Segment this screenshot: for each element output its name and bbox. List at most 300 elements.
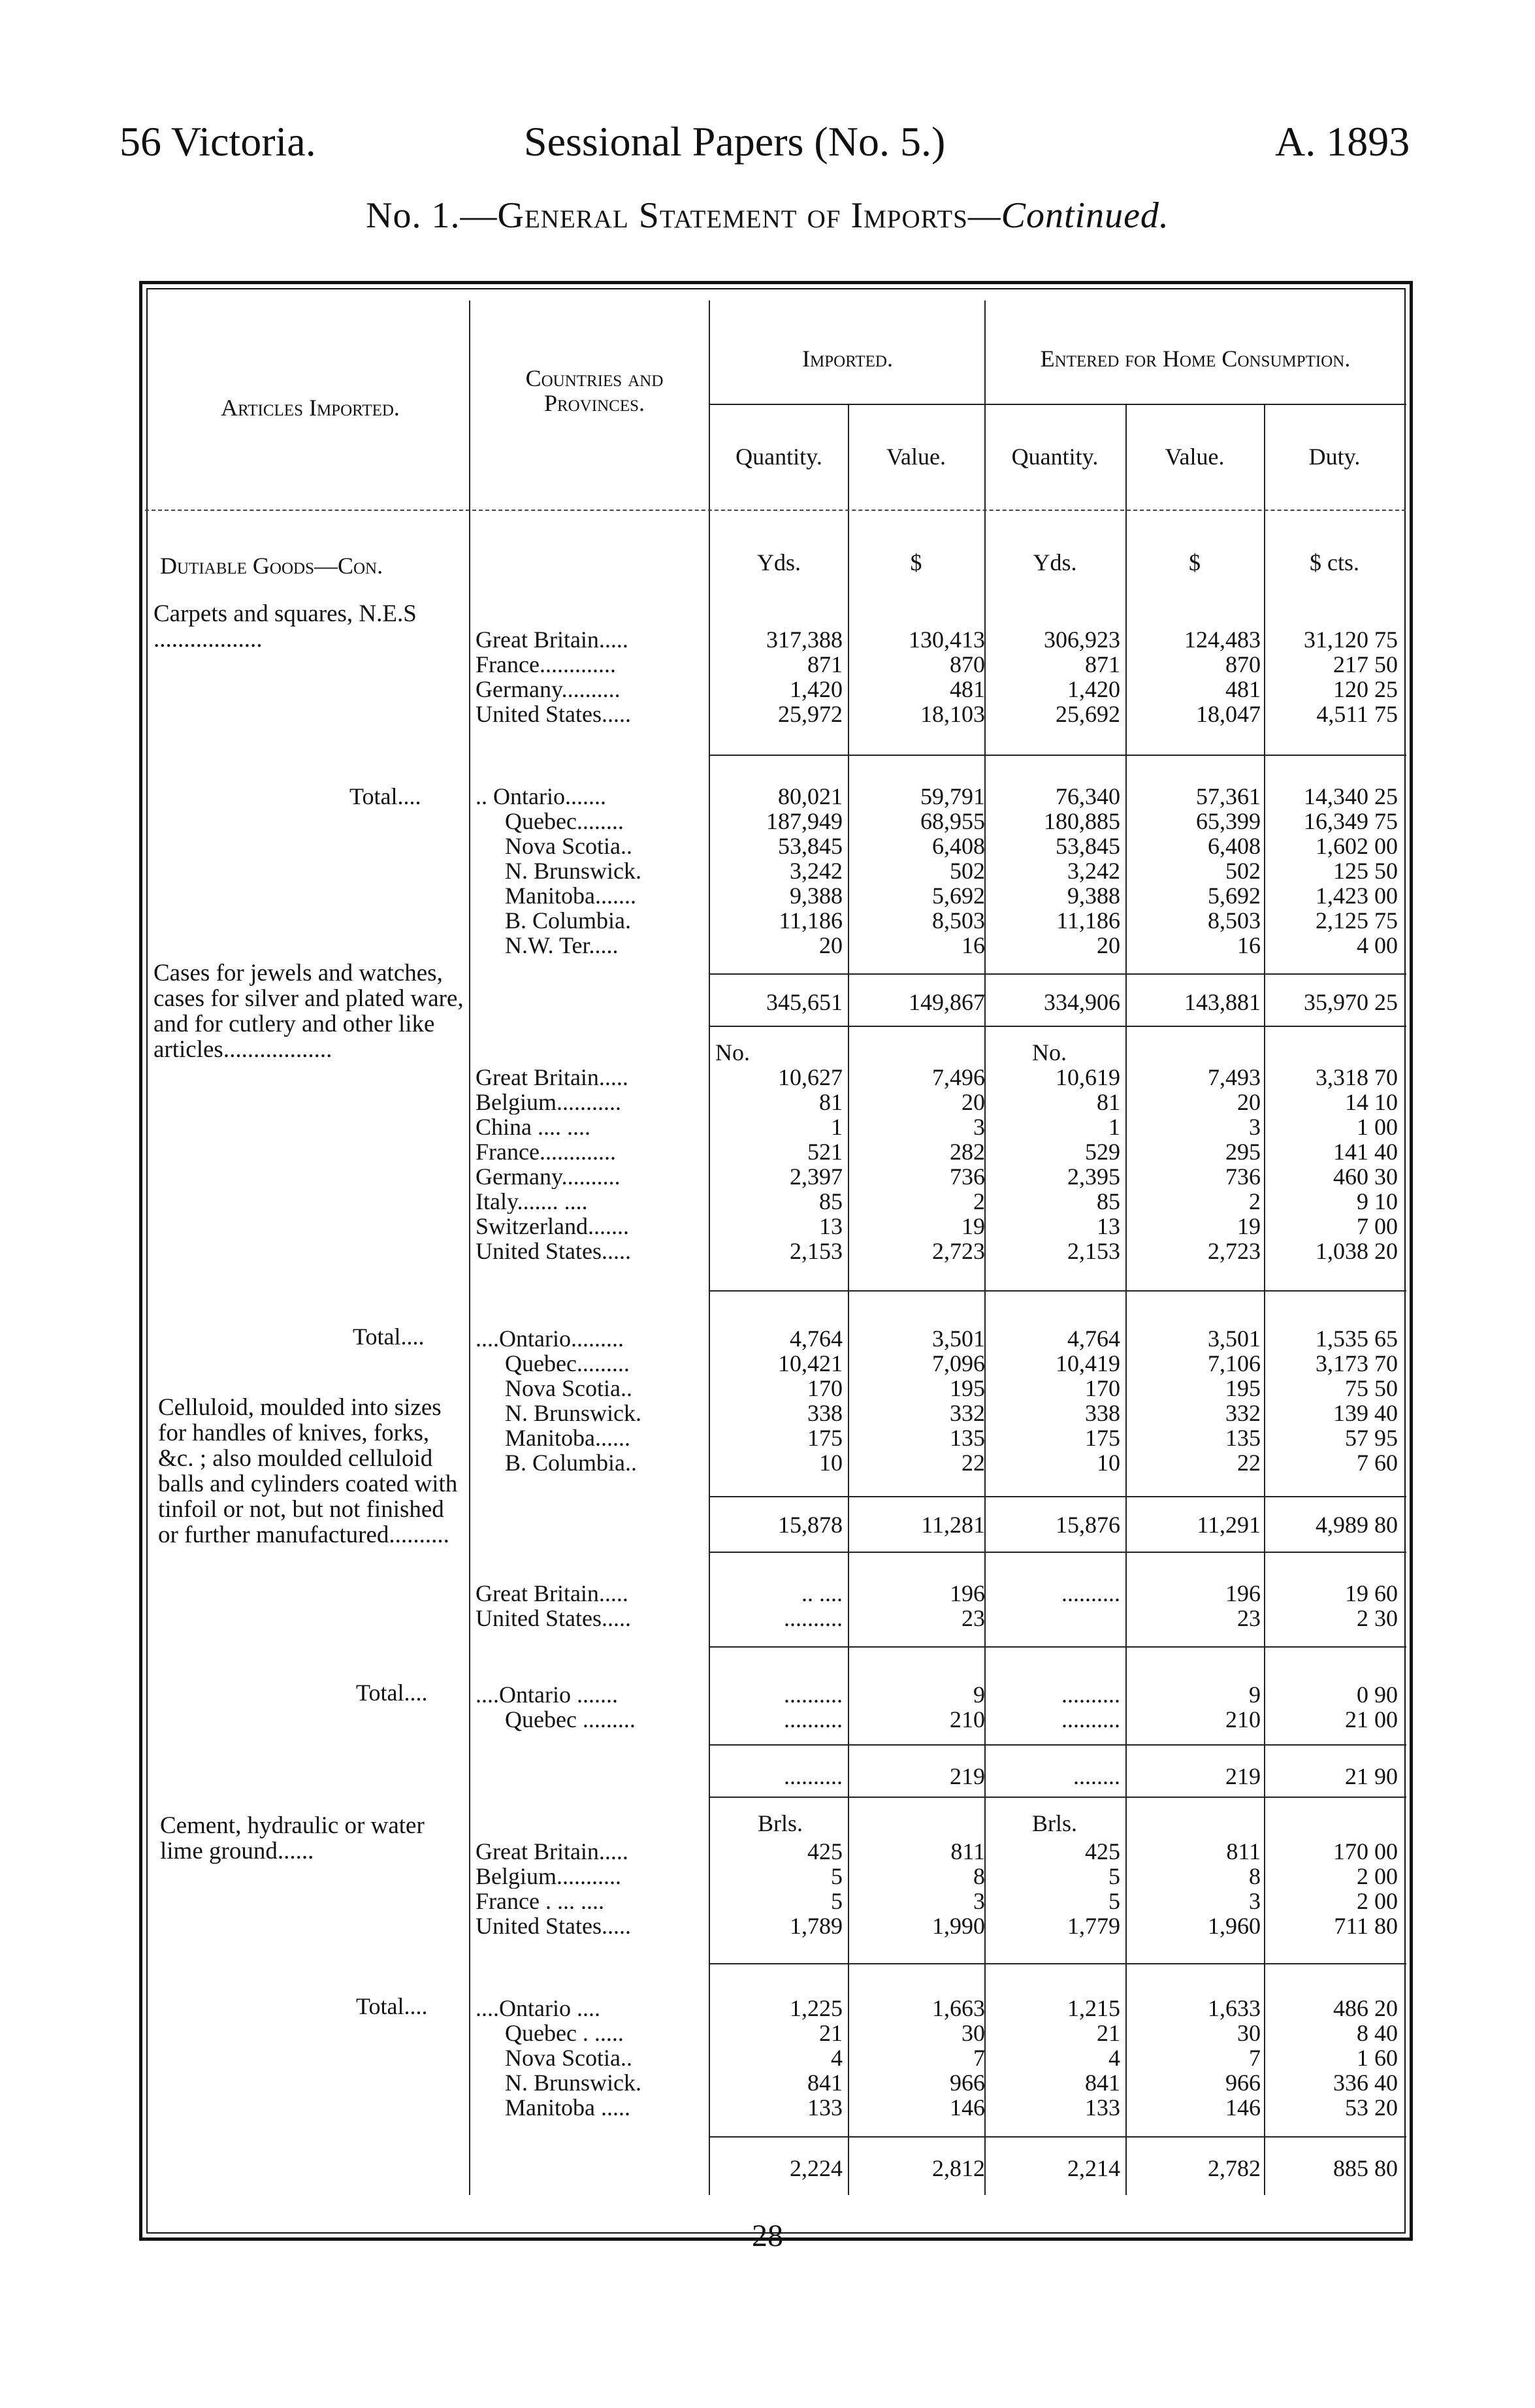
unit-no: No. [715, 1039, 750, 1066]
entered-value-cell: 2 [1249, 1188, 1261, 1214]
value-cell: 811 [950, 1838, 985, 1864]
country-cell: Great Britain..... [476, 1839, 628, 1864]
value-cell: 2 [973, 1188, 985, 1214]
value-cell: 210 [950, 1706, 985, 1733]
duty-cell: 3,173 70 [1316, 1350, 1398, 1376]
country-cell: Belgium........... [476, 1090, 621, 1115]
entered-value-cell: 481 [1225, 676, 1261, 702]
quantity-cell: 5 [831, 1888, 843, 1914]
quantity-cell: 133 [807, 2094, 843, 2121]
entered-value-cell: 18,047 [1196, 701, 1261, 727]
value-cell: 19 [961, 1213, 985, 1239]
quantity-cell: 15,878 [778, 1512, 843, 1538]
entered-value-cell: 6,408 [1208, 833, 1261, 859]
entered-quantity-cell: 1 [1108, 1114, 1120, 1140]
duty-cell: 14,340 25 [1304, 783, 1398, 809]
value-cell: 3 [973, 1888, 985, 1914]
entered-value-cell: 30 [1237, 2020, 1261, 2046]
entered-quantity-cell: 425 [1085, 1838, 1120, 1864]
entered-value-cell: 195 [1225, 1375, 1261, 1401]
article-cement: Cement, hydraulic or water lime ground...... [160, 1812, 425, 1864]
value-cell: 8 [973, 1863, 985, 1889]
country-cell: Nova Scotia.. [476, 1376, 632, 1401]
table-row [0, 1889, 1535, 1913]
value-cell: 2,812 [932, 2155, 985, 2181]
entered-value-cell: 966 [1225, 2070, 1261, 2096]
page-subtitle [0, 195, 1535, 236]
table-row [0, 2070, 1535, 2095]
entered-quantity-cell: 81 [1097, 1089, 1120, 1115]
value-cell: 7,496 [932, 1064, 985, 1090]
quantity-cell: 85 [819, 1188, 843, 1214]
country-cell: Quebec........ [476, 809, 624, 834]
separator-line [709, 1290, 1406, 1292]
article-celluloid: Celluloid, moulded into sizes for handles of knives, forks, &c. ; also moulded celluloid balls and cylinders coated with tinfoil or not, but not finished or further manufactured.......... [158, 1394, 458, 1548]
country-cell: China .... .... [476, 1115, 590, 1139]
header-session: 56 Victoria. [120, 118, 316, 165]
quantity-cell: 1,225 [790, 1995, 843, 2021]
table-row [0, 1239, 1535, 1263]
country-cell: B. Columbia.. [476, 1450, 638, 1475]
entered-quantity-cell: .......... [1061, 1682, 1120, 1708]
duty-cell: 141 40 [1333, 1139, 1398, 1165]
table-row [0, 784, 1535, 809]
quantity-cell: 841 [807, 2070, 843, 2096]
duty-cell: 1 60 [1357, 2045, 1398, 2071]
entered-quantity-cell: 306,923 [1044, 626, 1120, 653]
duty-cell: 31,120 75 [1304, 626, 1398, 653]
entered-value-cell: 143,881 [1184, 989, 1261, 1015]
entered-value-cell: 736 [1225, 1163, 1261, 1190]
quantity-cell: 81 [819, 1089, 843, 1115]
country-cell: Manitoba....... [476, 883, 636, 908]
duty-cell: 885 80 [1333, 2155, 1398, 2181]
col-head-imported: Imported. [802, 346, 893, 372]
duty-cell: 0 90 [1357, 1682, 1398, 1708]
value-cell: 870 [950, 651, 985, 677]
unit-value-2: $ [1189, 549, 1201, 576]
header-year: A. 1893 [1275, 118, 1410, 165]
value-cell: 130,413 [909, 626, 985, 653]
duty-cell: 4 00 [1357, 932, 1398, 958]
duty-cell: 75 50 [1345, 1375, 1398, 1401]
quantity-cell: 170 [807, 1375, 843, 1401]
entered-quantity-cell: 170 [1085, 1375, 1120, 1401]
entered-quantity-cell: 3,242 [1067, 858, 1120, 884]
country-cell: United States..... [476, 1913, 631, 1938]
quantity-cell: 187,949 [766, 808, 843, 834]
entered-quantity-cell: 21 [1097, 2020, 1120, 2046]
table-row [0, 1425, 1535, 1450]
country-cell: Belgium........... [476, 1864, 621, 1889]
entered-value-cell: 2,723 [1208, 1238, 1261, 1264]
entered-quantity-cell: 2,395 [1067, 1163, 1120, 1190]
value-cell: 3 [973, 1114, 985, 1140]
entered-quantity-cell: 5 [1108, 1863, 1120, 1889]
quantity-cell: 21 [819, 2020, 843, 2046]
unit-quantity: Yds. [756, 549, 801, 576]
duty-cell: 217 50 [1333, 651, 1398, 677]
table-row [0, 1164, 1535, 1189]
country-cell: Manitoba ..... [476, 2095, 630, 2120]
table-row [0, 1996, 1535, 2021]
duty-cell: 8 40 [1357, 2020, 1398, 2046]
value-cell: 1,663 [932, 1995, 985, 2021]
country-cell: Nova Scotia.. [476, 2045, 632, 2070]
table-row [0, 1115, 1535, 1139]
entered-value-cell: 11,291 [1197, 1512, 1261, 1538]
table-row [0, 1913, 1535, 1938]
entered-quantity-cell: 841 [1085, 2070, 1120, 2096]
table-row [0, 1864, 1535, 1889]
value-cell: 219 [950, 1763, 985, 1789]
entered-quantity-cell: 1,779 [1067, 1913, 1120, 1939]
country-cell: Germany.......... [476, 1164, 621, 1189]
country-cell: ....Ontario......... [476, 1326, 624, 1351]
duty-cell: 53 20 [1345, 2094, 1398, 2121]
duty-cell: 2 00 [1357, 1863, 1398, 1889]
entered-value-cell: 8,503 [1208, 907, 1261, 934]
quantity-cell: 10 [819, 1450, 843, 1476]
total-label-cases: Total.... [353, 1324, 425, 1350]
duty-cell: 711 80 [1334, 1913, 1398, 1939]
quantity-cell: .......... [784, 1682, 843, 1708]
value-cell: 9 [973, 1682, 985, 1708]
entered-quantity-cell: 1,420 [1067, 676, 1120, 702]
total-label-celluloid: Total.... [356, 1680, 428, 1706]
country-cell: Switzerland....... [476, 1214, 629, 1239]
entered-value-cell: 146 [1225, 2094, 1261, 2121]
unit-quantity-2: Yds. [1033, 549, 1077, 576]
duty-cell: 336 40 [1333, 2070, 1398, 2096]
quantity-cell: 4,764 [790, 1326, 843, 1352]
entered-quantity-cell: 25,692 [1056, 701, 1120, 727]
entered-quantity-cell: 76,340 [1056, 783, 1120, 809]
entered-value-cell: 7 [1249, 2045, 1261, 2071]
country-cell: .. Ontario....... [476, 784, 606, 809]
value-cell: 195 [950, 1375, 985, 1401]
value-cell: 736 [950, 1163, 985, 1190]
entered-value-cell: 19 [1237, 1213, 1261, 1239]
entered-quantity-cell: 10,619 [1056, 1064, 1120, 1090]
separator-line [709, 755, 1406, 756]
quantity-cell: 425 [807, 1838, 843, 1864]
table-row [0, 2045, 1535, 2070]
value-cell: 7 [973, 2045, 985, 2071]
entered-quantity-cell: 20 [1097, 932, 1120, 958]
quantity-cell: .......... [784, 1763, 843, 1789]
quantity-cell: 871 [807, 651, 843, 677]
table-row [0, 627, 1535, 652]
entered-quantity-cell: 2,153 [1067, 1238, 1120, 1264]
entered-value-cell: 196 [1225, 1580, 1261, 1606]
quantity-cell: 3,242 [790, 858, 843, 884]
entered-value-cell: 219 [1225, 1763, 1261, 1789]
section-title: Dutiable Goods—Con. [160, 553, 383, 579]
quantity-cell: .......... [784, 1605, 843, 1631]
unit-brls-2: Brls. [1032, 1810, 1078, 1836]
value-cell: 8,503 [932, 907, 985, 934]
duty-cell: 9 10 [1357, 1188, 1398, 1214]
table-row [0, 1512, 1535, 1537]
quantity-cell: 1 [831, 1114, 843, 1140]
duty-cell: 460 30 [1333, 1163, 1398, 1190]
separator-line [709, 1496, 1406, 1497]
separator-line [709, 2136, 1406, 2138]
quantity-cell: 10,627 [778, 1064, 843, 1090]
quantity-cell: 4 [831, 2045, 843, 2071]
entered-quantity-cell: 2,214 [1067, 2155, 1120, 2181]
country-cell: ....Ontario .... [476, 1996, 600, 2021]
entered-value-cell: 870 [1225, 651, 1261, 677]
entered-value-cell: 124,483 [1184, 626, 1261, 653]
quantity-cell: 175 [807, 1425, 843, 1451]
entered-value-cell: 1,633 [1208, 1995, 1261, 2021]
duty-cell: 21 90 [1345, 1763, 1398, 1789]
duty-cell: 57 95 [1345, 1425, 1398, 1451]
table-row [0, 1065, 1535, 1090]
entered-value-cell: 7,106 [1208, 1350, 1261, 1376]
table-row [0, 1764, 1535, 1789]
table-row [0, 677, 1535, 702]
quantity-cell: .. .... [801, 1580, 843, 1606]
quantity-cell: 25,972 [778, 701, 843, 727]
quantity-cell: 1,789 [790, 1913, 843, 1939]
quantity-cell: 10,421 [778, 1350, 843, 1376]
table-row [0, 990, 1535, 1015]
value-cell: 196 [950, 1580, 985, 1606]
value-cell: 11,281 [921, 1512, 985, 1538]
duty-cell: 1 00 [1357, 1114, 1398, 1140]
country-cell: Quebec ......... [476, 1707, 636, 1732]
entered-value-cell: 135 [1225, 1425, 1261, 1451]
entered-value-cell: 65,399 [1196, 808, 1261, 834]
quantity-cell: 53,845 [778, 833, 843, 859]
value-cell: 23 [961, 1605, 985, 1631]
col-head-value: Value. [886, 444, 946, 470]
country-cell: United States..... [476, 1239, 631, 1263]
country-cell: ....Ontario ....... [476, 1682, 618, 1707]
entered-quantity-cell: 1,215 [1067, 1995, 1120, 2021]
country-cell: France . ... .... [476, 1889, 604, 1913]
total-label-carpets: Total.... [349, 783, 421, 809]
table-row [0, 1376, 1535, 1401]
table-row [0, 2095, 1535, 2120]
entered-value-cell: 3 [1249, 1888, 1261, 1914]
value-cell: 282 [950, 1139, 985, 1165]
entered-quantity-cell: 5 [1108, 1888, 1120, 1914]
entered-quantity-cell: 871 [1085, 651, 1120, 677]
duty-cell: 35,970 25 [1304, 989, 1398, 1015]
duty-cell: 1,423 00 [1316, 883, 1398, 909]
country-cell: B. Columbia. [476, 908, 632, 933]
table-row [0, 1139, 1535, 1164]
entered-value-cell: 57,361 [1196, 783, 1261, 809]
duty-cell: 139 40 [1333, 1400, 1398, 1426]
duty-cell: 14 10 [1345, 1089, 1398, 1115]
duty-cell: 3,318 70 [1316, 1064, 1398, 1090]
entered-value-cell: 23 [1237, 1605, 1261, 1631]
table-row [0, 809, 1535, 834]
quantity-cell: 13 [819, 1213, 843, 1239]
entered-value-cell: 811 [1226, 1838, 1261, 1864]
quantity-cell: 2,224 [790, 2155, 843, 2181]
entered-quantity-cell: ........ [1073, 1763, 1120, 1789]
value-cell: 1,990 [932, 1913, 985, 1939]
value-cell: 332 [950, 1400, 985, 1426]
separator-line [709, 1744, 1406, 1746]
entered-value-cell: 3 [1249, 1114, 1261, 1140]
value-cell: 30 [961, 2020, 985, 2046]
country-cell: Quebec......... [476, 1351, 630, 1376]
entered-value-cell: 9 [1249, 1682, 1261, 1708]
quantity-cell: 80,021 [778, 783, 843, 809]
value-cell: 20 [961, 1089, 985, 1115]
unit-value: $ [910, 549, 922, 576]
value-cell: 68,955 [920, 808, 985, 834]
country-cell: N. Brunswick. [476, 1401, 641, 1425]
entered-value-cell: 210 [1225, 1706, 1261, 1733]
header-sessional-papers: Sessional Papers (No. 5.) [524, 118, 946, 165]
value-cell: 6,408 [932, 833, 985, 859]
table-row [0, 908, 1535, 933]
entered-value-cell: 502 [1225, 858, 1261, 884]
entered-value-cell: 3,501 [1208, 1326, 1261, 1352]
unit-brls: Brls. [758, 1810, 803, 1836]
value-cell: 18,103 [920, 701, 985, 727]
total-label-cement: Total.... [356, 1993, 428, 2019]
table-row [0, 834, 1535, 858]
duty-cell: 1,602 00 [1316, 833, 1398, 859]
quantity-cell: 1,420 [790, 676, 843, 702]
table-row [0, 2021, 1535, 2045]
entered-value-cell: 5,692 [1208, 883, 1261, 909]
value-cell: 16 [961, 932, 985, 958]
table-row [0, 1606, 1535, 1631]
subtitle-title: General Statement of Imports [497, 195, 968, 236]
country-cell: Quebec . ..... [476, 2021, 624, 2045]
col-head-duty: Duty. [1308, 444, 1361, 470]
entered-value-cell: 7,493 [1208, 1064, 1261, 1090]
quantity-cell: 5 [831, 1863, 843, 1889]
duty-cell: 486 20 [1333, 1995, 1398, 2021]
col-head-quantity-2: Quantity. [1011, 444, 1099, 470]
quantity-cell: 2,153 [790, 1238, 843, 1264]
country-cell: Manitoba...... [476, 1425, 630, 1450]
table-row [0, 1839, 1535, 1864]
table-row [0, 1090, 1535, 1115]
col-head-articles: Articles Imported. [221, 395, 400, 421]
entered-quantity-cell: 10,419 [1056, 1350, 1120, 1376]
country-cell: United States..... [476, 1606, 631, 1631]
quantity-cell: 338 [807, 1400, 843, 1426]
entered-quantity-cell: 175 [1085, 1425, 1120, 1451]
unit-no-2: No. [1032, 1039, 1067, 1066]
separator-line [709, 1552, 1406, 1553]
entered-quantity-cell: 4 [1108, 2045, 1120, 2071]
table-row [0, 702, 1535, 726]
value-cell: 481 [950, 676, 985, 702]
value-cell: 146 [950, 2094, 985, 2121]
country-cell: N. Brunswick. [476, 858, 641, 883]
value-cell: 22 [961, 1450, 985, 1476]
value-cell: 59,791 [920, 783, 985, 809]
country-cell: France............. [476, 652, 616, 677]
article-carpets: Carpets and squares, N.E.S .................. [154, 600, 417, 653]
quantity-cell: .......... [784, 1706, 843, 1733]
entered-quantity-cell: .......... [1061, 1706, 1120, 1733]
entered-quantity-cell: 4,764 [1067, 1326, 1120, 1352]
table-row [0, 1326, 1535, 1351]
duty-cell: 1,038 20 [1316, 1238, 1398, 1264]
subtitle-prefix: No. 1.— [366, 195, 498, 236]
duty-cell: 21 00 [1345, 1706, 1398, 1733]
value-cell: 502 [950, 858, 985, 884]
table-row [0, 858, 1535, 883]
entered-quantity-cell: 15,876 [1056, 1512, 1120, 1538]
entered-value-cell: 20 [1237, 1089, 1261, 1115]
separator-line [709, 973, 1406, 975]
entered-value-cell: 2,782 [1208, 2155, 1261, 2181]
country-cell: France............. [476, 1139, 616, 1164]
duty-cell: 7 00 [1357, 1213, 1398, 1239]
duty-cell: 2,125 75 [1316, 907, 1398, 934]
duty-cell: 2 30 [1357, 1605, 1398, 1631]
country-cell: Great Britain..... [476, 1581, 628, 1606]
duty-cell: 7 60 [1357, 1450, 1398, 1476]
value-cell: 135 [950, 1425, 985, 1451]
entered-quantity-cell: 13 [1097, 1213, 1120, 1239]
value-cell: 7,096 [932, 1350, 985, 1376]
country-cell: Great Britain..... [476, 627, 628, 652]
entered-value-cell: 295 [1225, 1139, 1261, 1165]
table-row [0, 1581, 1535, 1606]
col-head-quantity: Quantity. [735, 444, 822, 470]
country-cell: N.W. Ter..... [476, 933, 619, 958]
table-row [0, 883, 1535, 908]
entered-quantity-cell: .......... [1061, 1580, 1120, 1606]
entered-value-cell: 332 [1225, 1400, 1261, 1426]
value-cell: 5,692 [932, 883, 985, 909]
value-cell: 2,723 [932, 1238, 985, 1264]
page-number: 28 [752, 2219, 783, 2253]
header-bottom-line [145, 510, 1406, 511]
entered-quantity-cell: 85 [1097, 1188, 1120, 1214]
value-cell: 149,867 [909, 989, 985, 1015]
table-row [0, 1401, 1535, 1425]
table-row [0, 933, 1535, 958]
col-head-entered: Entered for Home Consumption. [1040, 346, 1351, 372]
duty-cell: 1,535 65 [1316, 1326, 1398, 1352]
separator-line [709, 1026, 1406, 1027]
country-cell: N. Brunswick. [476, 2070, 641, 2095]
table-row [0, 1189, 1535, 1214]
table-row [0, 1450, 1535, 1475]
entered-quantity-cell: 180,885 [1044, 808, 1120, 834]
table-row [0, 1707, 1535, 1732]
quantity-cell: 521 [807, 1139, 843, 1165]
separator-line [709, 1797, 1406, 1798]
duty-cell: 125 50 [1333, 858, 1398, 884]
col-head-value-2: Value. [1165, 444, 1225, 470]
country-cell: Germany.......... [476, 677, 621, 702]
entered-quantity-cell: 9,388 [1067, 883, 1120, 909]
subtitle-suffix: —Continued. [967, 195, 1169, 236]
unit-duty: $ cts. [1310, 549, 1359, 576]
header-split-line [709, 404, 1406, 405]
table-row [0, 2156, 1535, 2181]
col-head-countries: Countries and Provinces. [525, 365, 664, 416]
